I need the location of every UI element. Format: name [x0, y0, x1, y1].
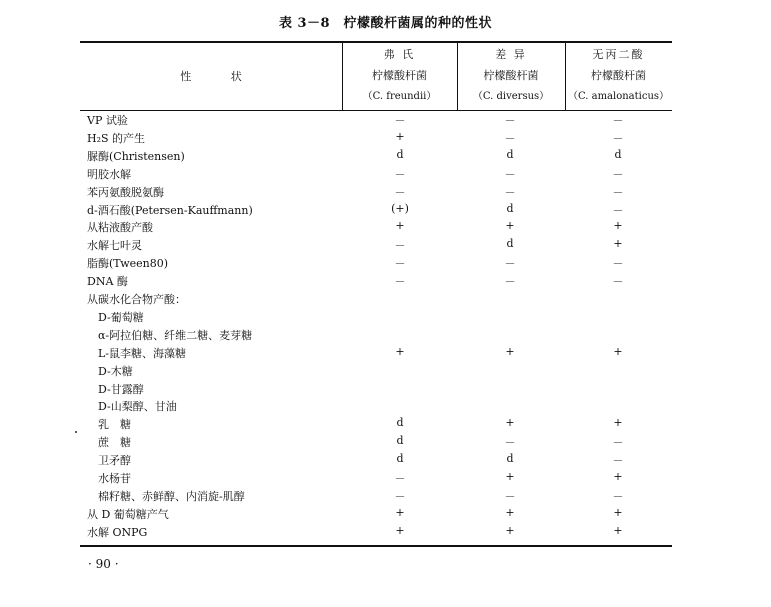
table-row: [0, 343, 771, 361]
row-label: 水解 ONPG: [87, 525, 148, 539]
table-row: [0, 486, 771, 504]
row-label: VP 试验: [87, 114, 128, 127]
row-value: d: [396, 147, 404, 161]
row-label: 乳 糖: [98, 418, 131, 432]
row-value: －: [394, 472, 406, 485]
row-value: －: [612, 131, 624, 145]
row-value: +: [505, 344, 515, 358]
row-label: 脂酶(Tween80): [87, 257, 169, 271]
table-row: [0, 522, 771, 540]
stray-mark: [75, 431, 77, 433]
row-value: －: [612, 436, 624, 450]
row-value: －: [504, 131, 516, 145]
row-label: L-鼠李糖、海藻糖: [98, 346, 187, 360]
row-value: +: [613, 219, 623, 233]
row-value: (+): [391, 201, 409, 215]
row-value: d: [506, 201, 514, 215]
row-value: +: [505, 523, 515, 537]
table-row: [0, 396, 771, 414]
column-header-line: 无丙二酸: [592, 48, 645, 61]
table-row: [0, 450, 771, 468]
row-label: 从 D 葡萄糖产气: [87, 507, 169, 521]
column-header-latin: （C. amalonaticus）: [567, 91, 670, 102]
row-label: 明胶水解: [87, 167, 131, 181]
row-value: d: [506, 237, 514, 251]
column-header-line: 柠檬酸杆菌: [591, 69, 646, 82]
table-row: [0, 253, 771, 271]
table-top-rule: [80, 41, 672, 43]
row-value: －: [504, 114, 516, 127]
column-header-line: 弗 氏: [383, 48, 416, 61]
row-label: D-木糖: [98, 364, 133, 378]
table-row: [0, 432, 771, 450]
characteristic-header: 性 状: [180, 70, 260, 83]
row-value: +: [613, 523, 623, 537]
table-row: [0, 110, 771, 128]
row-label: D-葡萄糖: [98, 310, 144, 324]
row-label: d-酒石酸(Petersen-Kauffmann): [87, 203, 253, 217]
row-value: －: [612, 454, 624, 468]
row-value: －: [612, 489, 624, 503]
row-label: 水杨苷: [98, 472, 131, 485]
table-row: [0, 235, 771, 253]
row-label: 蔗 糖: [98, 436, 131, 450]
row-value: －: [504, 489, 516, 503]
row-value: d: [506, 147, 514, 161]
row-value: +: [505, 470, 515, 483]
row-label: 从碳水化合物产酸：: [87, 293, 186, 306]
column-header-line: 柠檬酸杆菌: [483, 69, 539, 82]
column-header-amalonaticus: [565, 47, 672, 107]
row-value: +: [613, 344, 623, 358]
row-value: +: [505, 416, 515, 430]
table-row: [0, 217, 771, 235]
column-header-line: 差 异: [495, 48, 527, 61]
table-row: [0, 200, 771, 218]
table-row: [0, 414, 771, 432]
table-row: [0, 164, 771, 182]
row-value: +: [395, 344, 405, 358]
row-label: H₂S 的产生: [87, 131, 146, 145]
row-value: +: [613, 470, 623, 483]
row-label: 卫矛醇: [98, 454, 131, 468]
row-value: －: [612, 167, 624, 181]
table-row: [0, 361, 771, 379]
row-label: 水解七叶灵: [87, 239, 142, 253]
table-row: [0, 271, 771, 289]
table-bottom-rule: [80, 545, 672, 547]
row-value: d: [614, 147, 622, 161]
column-header-freundii: [342, 47, 457, 107]
row-value: －: [504, 167, 516, 181]
row-value: +: [395, 505, 405, 519]
row-value: －: [612, 257, 624, 271]
row-value: d: [506, 452, 514, 466]
row-label: DNA 酶: [87, 275, 128, 289]
row-value: －: [504, 185, 516, 199]
row-label: 脲酶(Christensen): [87, 149, 185, 163]
column-header-latin: （C. diversus）: [472, 91, 550, 102]
table-row: [0, 325, 771, 343]
row-label: D-山梨醇、甘油: [98, 400, 177, 414]
row-label: 苯丙氨酸脱氨酶: [87, 185, 164, 199]
row-value: d: [396, 434, 404, 448]
row-value: +: [613, 237, 623, 251]
table-title: 表 3－8 柠檬酸杆菌属的种的性状: [278, 16, 493, 31]
row-value: +: [395, 523, 405, 537]
column-header-latin: （C. freundii）: [362, 91, 437, 102]
row-value: －: [394, 239, 406, 253]
row-value: －: [394, 167, 406, 181]
row-value: +: [613, 416, 623, 430]
table-row: [0, 379, 771, 397]
row-value: +: [505, 505, 515, 519]
row-value: d: [396, 416, 404, 430]
table-row: [0, 128, 771, 146]
table-row: [0, 307, 771, 325]
table-row: [0, 504, 771, 522]
column-header-diversus: [457, 47, 565, 107]
row-value: －: [504, 436, 516, 450]
row-value: －: [394, 275, 406, 289]
row-value: +: [613, 505, 623, 519]
table-row: [0, 289, 771, 307]
row-value: +: [395, 219, 405, 233]
row-value: －: [394, 257, 406, 271]
row-value: －: [612, 185, 624, 199]
row-label: 棉籽糖、赤鲜醇、内消旋-肌醇: [98, 489, 245, 503]
page-number: · 90 ·: [88, 557, 119, 571]
row-value: －: [612, 203, 624, 217]
row-value: －: [394, 185, 406, 199]
row-value: +: [395, 129, 405, 143]
table-row: [0, 182, 771, 200]
table-row: [0, 468, 771, 486]
row-value: －: [504, 257, 516, 271]
row-value: －: [394, 489, 406, 503]
row-value: －: [394, 114, 406, 127]
row-value: －: [612, 114, 624, 127]
table-row: [0, 146, 771, 164]
row-value: d: [396, 452, 404, 466]
row-value: +: [505, 219, 515, 233]
row-value: －: [504, 275, 516, 289]
row-value: －: [612, 275, 624, 289]
row-label: 从粘液酸产酸: [87, 221, 153, 235]
row-label: α-阿拉伯糖、纤维二糖、麦芽糖: [98, 328, 253, 342]
row-label: D-甘露醇: [98, 382, 144, 396]
column-header-line: 柠檬酸杆菌: [372, 69, 427, 82]
